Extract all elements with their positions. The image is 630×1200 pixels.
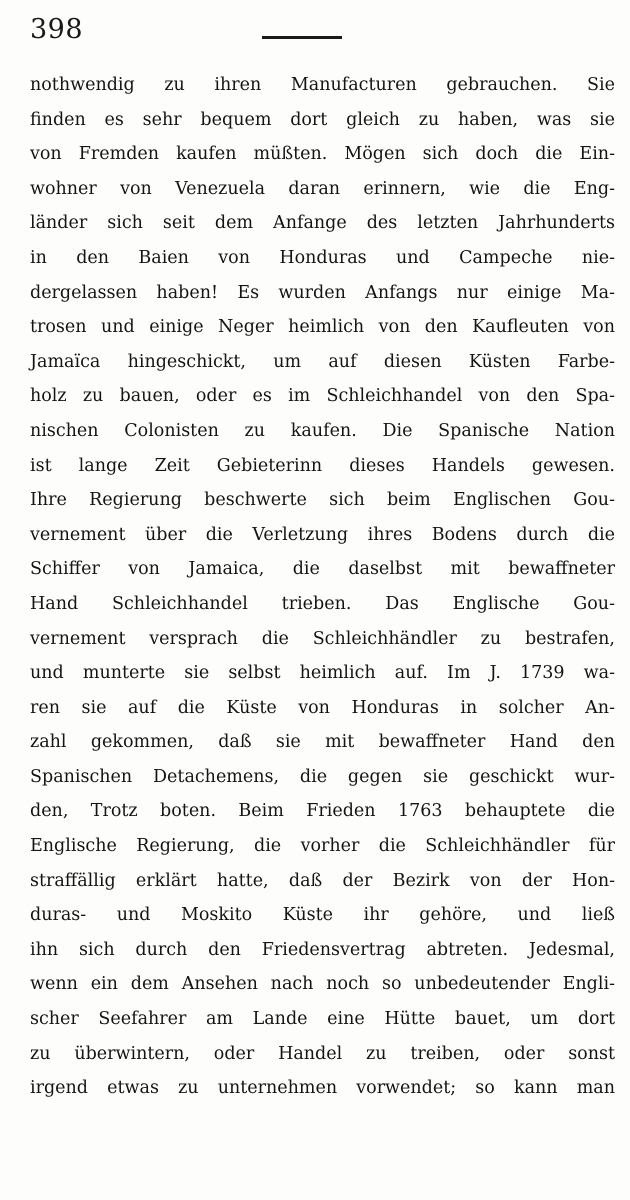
text-line: scher Seefahrer am Lande eine Hütte bauet, um dort — [30, 1009, 615, 1030]
text-line: länder sich seit dem Anfange des letzten Jahrhunderts — [30, 213, 615, 234]
text-line: straffällig erklärt hatte, daß der Bezirk von der Hon- — [30, 870, 615, 891]
text-line: wohner von Venezuela daran erinnern, wie die Eng- — [30, 178, 615, 199]
text-line: Jamaïca hingeschickt, um auf diesen Küsten Farbe- — [30, 351, 615, 372]
text-line: Ihre Regierung beschwerte sich beim Englischen Gou- — [30, 490, 615, 511]
text-line: irgend etwas zu unternehmen vorwendet; so kann man — [30, 1078, 615, 1099]
text-line: ren sie auf die Küste von Honduras in solcher An- — [30, 697, 615, 718]
text-line: dergelassen haben! Es wurden Anfangs nur einige Ma- — [30, 282, 615, 303]
text-line: ist lange Zeit Gebieterinn dieses Handels gewesen. — [30, 455, 615, 476]
text-line: zahl gekommen, daß sie mit bewaffneter Hand den — [30, 732, 615, 753]
text-line: von Fremden kaufen müßten. Mögen sich doch die Ein- — [30, 144, 615, 165]
body-text — [30, 68, 615, 1106]
text-line: trosen und einige Neger heimlich von den Kaufleuten von — [30, 317, 615, 338]
text-line: Hand Schleichhandel trieben. Das Englische Gou- — [30, 593, 615, 614]
text-line: duras- und Moskito Küste ihr gehöre, und ließ — [30, 905, 615, 926]
page-number: 398 — [30, 14, 84, 45]
text-line: nothwendig zu ihren Manufacturen gebrauchen. Sie — [30, 75, 615, 95]
header-rule — [262, 36, 342, 39]
text-line: Englische Regierung, die vorher die Schleichhändler für — [30, 836, 615, 857]
text-line: finden es sehr bequem dort gleich zu haben, was sie — [30, 109, 615, 130]
text-line: vernement über die Verletzung ihres Bodens durch die — [30, 524, 615, 545]
text-line: Spanischen Detachemens, die gegen sie geschickt wur- — [30, 766, 615, 787]
text-line: und munterte sie selbst heimlich auf. Im J. 1739 wa- — [30, 663, 615, 684]
text-line: holz zu bauen, oder es im Schleichhandel von den Spa- — [30, 386, 615, 407]
text-line: zu überwintern, oder Handel zu treiben, oder sonst — [30, 1043, 615, 1064]
text-line: vernement versprach die Schleichhändler zu bestrafen, — [30, 628, 615, 649]
text-line: wenn ein dem Ansehen nach noch so unbedeutender Engli- — [30, 974, 615, 995]
text-line: Schiffer von Jamaica, die daselbst mit bewaffneter — [30, 559, 615, 580]
text-line: nischen Colonisten zu kaufen. Die Spanische Nation — [30, 420, 615, 441]
text-line: ihn sich durch den Friedensvertrag abtreten. Jedesmal, — [30, 939, 615, 960]
text-line: den, Trotz boten. Beim Frieden 1763 behauptete die — [30, 801, 615, 822]
text-line: in den Baien von Honduras und Campeche nie- — [30, 247, 615, 268]
